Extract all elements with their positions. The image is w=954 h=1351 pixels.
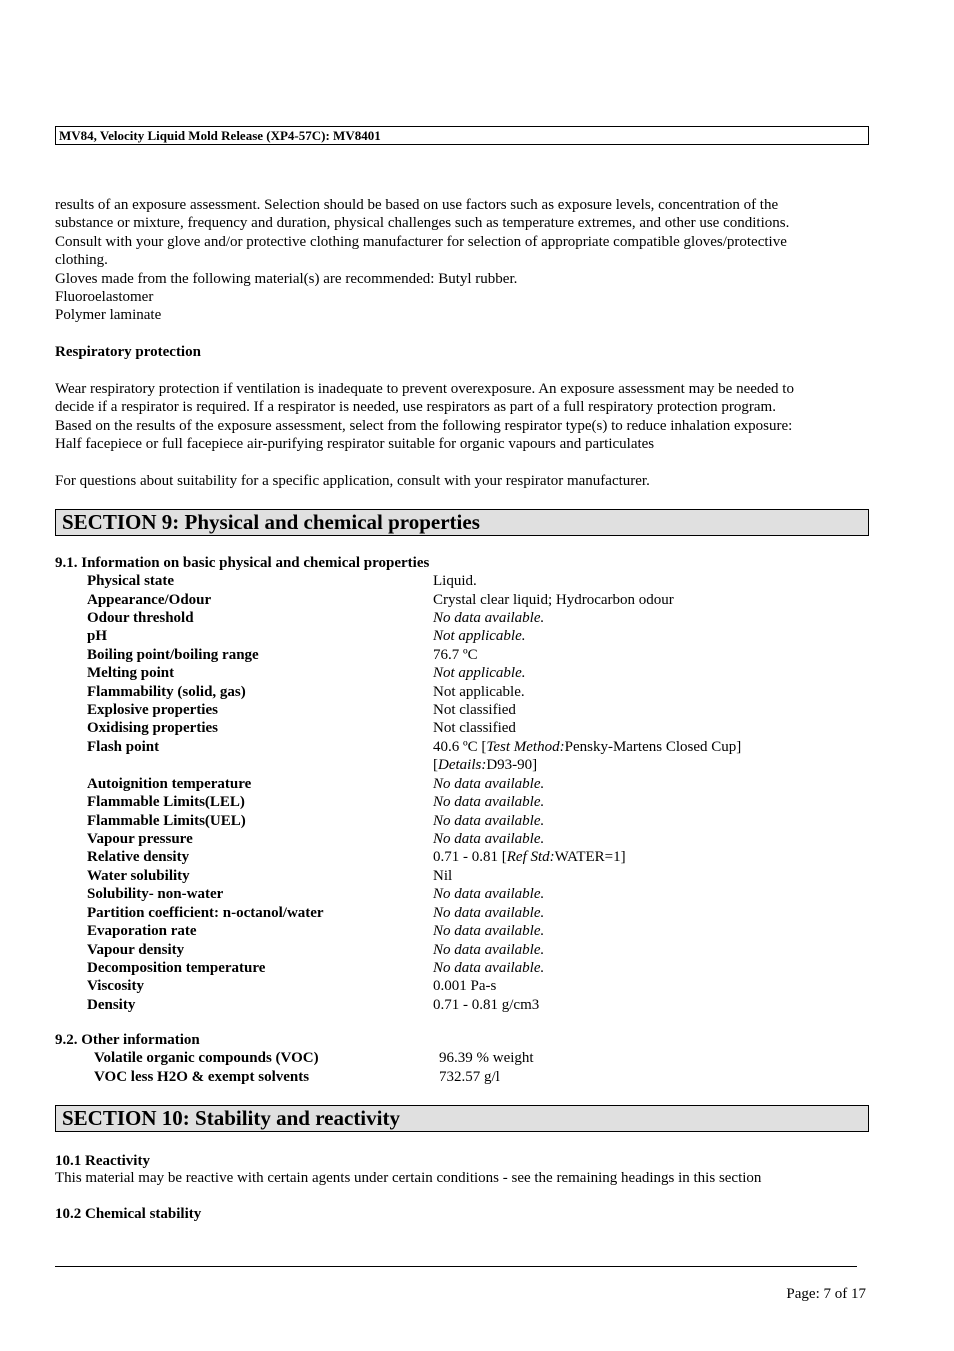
property-value: No data available. bbox=[433, 776, 545, 792]
page-number: Page: 7 of 17 bbox=[786, 1286, 866, 1302]
property-label: Vapour pressure bbox=[87, 831, 193, 847]
other-info-label: VOC less H2O & exempt solvents bbox=[94, 1069, 310, 1085]
property-row bbox=[0, 738, 954, 756]
property-value: No data available. bbox=[433, 942, 545, 958]
property-value: No data available. bbox=[433, 886, 545, 902]
reactivity-text: This material may be reactive with certain agents under certain conditions - see the remaining headings in this section bbox=[55, 1170, 762, 1186]
property-row bbox=[0, 959, 954, 977]
section-10-2-heading: 10.2 Chemical stability bbox=[55, 1206, 202, 1222]
property-value: No data available. bbox=[433, 831, 545, 847]
other-info-row bbox=[0, 1068, 954, 1086]
property-value: 76.7 ºC bbox=[433, 647, 478, 663]
section-9-2-heading: 9.2. Other information bbox=[55, 1032, 200, 1048]
property-value: No data available. bbox=[433, 905, 545, 921]
document-header: MV84, Velocity Liquid Mold Release (XP4-57C): MV8401 bbox=[55, 126, 869, 145]
property-value: No data available. bbox=[433, 923, 545, 939]
property-row bbox=[0, 627, 954, 645]
glove-line: clothing. bbox=[55, 252, 108, 269]
property-label: Relative density bbox=[87, 849, 190, 865]
property-value: Liquid. bbox=[433, 573, 477, 589]
property-row bbox=[0, 830, 954, 848]
other-info-row bbox=[0, 1049, 954, 1067]
property-row bbox=[0, 848, 954, 866]
property-label: Odour threshold bbox=[87, 610, 194, 626]
section-10-1-heading: 10.1 Reactivity bbox=[55, 1153, 150, 1169]
property-row bbox=[0, 996, 954, 1014]
footer-divider bbox=[55, 1266, 857, 1267]
property-row bbox=[0, 609, 954, 627]
property-value: Not applicable. bbox=[433, 684, 525, 700]
property-row bbox=[0, 977, 954, 995]
property-value: No data available. bbox=[433, 960, 545, 976]
value-part: 0.71 - 0.81 [ bbox=[433, 849, 507, 865]
property-label: Water solubility bbox=[87, 868, 190, 884]
property-value: No data available. bbox=[433, 610, 545, 626]
other-info-value: 96.39 % weight bbox=[439, 1050, 534, 1066]
property-label: Solubility- non-water bbox=[87, 886, 224, 902]
property-label: Evaporation rate bbox=[87, 923, 197, 939]
property-row bbox=[0, 922, 954, 940]
other-info-value: 732.57 g/l bbox=[439, 1069, 500, 1085]
property-label: Oxidising properties bbox=[87, 720, 218, 736]
glove-line: results of an exposure assessment. Selection should be based on use factors such as exposure levels, concentration of the bbox=[55, 197, 779, 213]
section-9-1-heading: 9.1. Information on basic physical and chemical properties bbox=[55, 555, 430, 571]
property-value: Not classified bbox=[433, 702, 516, 718]
glove-text-block bbox=[55, 196, 865, 325]
value-part: [ bbox=[433, 757, 438, 773]
value-part: 40.6 ºC [ bbox=[433, 739, 487, 755]
property-label: Decomposition temperature bbox=[87, 960, 266, 976]
property-row bbox=[0, 701, 954, 719]
property-value: No data available. bbox=[433, 813, 545, 829]
glove-line: Polymer laminate bbox=[55, 307, 162, 324]
property-value: Crystal clear liquid; Hydrocarbon odour bbox=[433, 592, 674, 608]
property-row bbox=[0, 719, 954, 737]
respiratory-heading: Respiratory protection bbox=[55, 344, 201, 360]
property-row bbox=[0, 591, 954, 609]
value-part: WATER=1] bbox=[554, 849, 626, 865]
property-value: 0.71 - 0.81 g/cm3 bbox=[433, 997, 540, 1013]
property-row bbox=[0, 885, 954, 903]
value-part: D93-90] bbox=[486, 757, 538, 773]
property-label: Vapour density bbox=[87, 942, 185, 958]
property-row bbox=[0, 572, 954, 590]
property-label: Flash point bbox=[87, 739, 160, 755]
property-row bbox=[0, 793, 954, 811]
property-value bbox=[433, 738, 741, 756]
glove-line: Gloves made from the following material(s) are recommended: Butyl rubber. bbox=[55, 270, 518, 287]
property-row bbox=[0, 775, 954, 793]
property-label: Flammability (solid, gas) bbox=[87, 684, 246, 700]
property-value: Not classified bbox=[433, 720, 516, 736]
property-value bbox=[433, 848, 626, 866]
property-label: Density bbox=[87, 997, 136, 1013]
glove-line: Consult with your glove and/or protective clothing manufacturer for selection of appropriate compatible gloves/protective bbox=[55, 233, 787, 250]
property-label: pH bbox=[87, 628, 108, 644]
property-row bbox=[0, 867, 954, 885]
property-label: Flammable Limits(UEL) bbox=[87, 813, 246, 829]
property-label: Partition coefficient: n-octanol/water bbox=[87, 905, 324, 921]
property-row bbox=[0, 812, 954, 830]
property-value: Not applicable. bbox=[433, 665, 526, 681]
property-value bbox=[433, 756, 537, 774]
value-part: Test Method: bbox=[486, 739, 565, 755]
value-part: Ref Std: bbox=[506, 849, 555, 865]
respiratory-line: Wear respiratory protection if ventilation is inadequate to prevent overexposure. An exposure assessment may be needed to bbox=[55, 381, 794, 397]
property-label: Appearance/Odour bbox=[87, 592, 212, 608]
value-part: Details: bbox=[438, 757, 487, 773]
value-part: Pensky-Martens Closed Cup] bbox=[564, 739, 742, 755]
property-row bbox=[0, 646, 954, 664]
property-row bbox=[0, 904, 954, 922]
respiratory-text-block bbox=[55, 380, 865, 454]
glove-line: Fluoroelastomer bbox=[55, 289, 154, 306]
property-label: Melting point bbox=[87, 665, 175, 681]
property-value: 0.001 Pa-s bbox=[433, 978, 497, 994]
property-label: Explosive properties bbox=[87, 702, 218, 718]
property-row bbox=[0, 941, 954, 959]
respiratory-line: Based on the results of the exposure assessment, select from the following respirator type(s) to reduce inhalation exposure: bbox=[55, 417, 793, 434]
property-value: Not applicable. bbox=[433, 628, 526, 644]
property-row bbox=[0, 683, 954, 701]
glove-line: substance or mixture, frequency and duration, physical challenges such as temperature extremes, and other use conditions. bbox=[55, 215, 790, 232]
property-label: Viscosity bbox=[87, 978, 144, 994]
other-info-label: Volatile organic compounds (VOC) bbox=[94, 1050, 319, 1066]
property-label: Physical state bbox=[87, 573, 175, 589]
property-label: Boiling point/boiling range bbox=[87, 647, 259, 663]
property-label: Autoignition temperature bbox=[87, 776, 252, 792]
section-10-title: SECTION 10: Stability and reactivity bbox=[55, 1105, 869, 1132]
property-label: Flammable Limits(LEL) bbox=[87, 794, 245, 810]
section-9-title: SECTION 9: Physical and chemical properties bbox=[55, 509, 869, 536]
respiratory-line: decide if a respirator is required. If a respirator is needed, use respirators as part of a full respiratory protection program. bbox=[55, 399, 776, 416]
respiratory-note: For questions about suitability for a specific application, consult with your respirator manufacturer. bbox=[55, 473, 650, 489]
property-value: Nil bbox=[433, 868, 453, 884]
property-row bbox=[0, 664, 954, 682]
respiratory-line: Half facepiece or full facepiece air-purifying respirator suitable for organic vapours and particulates bbox=[55, 436, 655, 453]
property-row-continued bbox=[0, 756, 954, 774]
property-value: No data available. bbox=[433, 794, 545, 810]
